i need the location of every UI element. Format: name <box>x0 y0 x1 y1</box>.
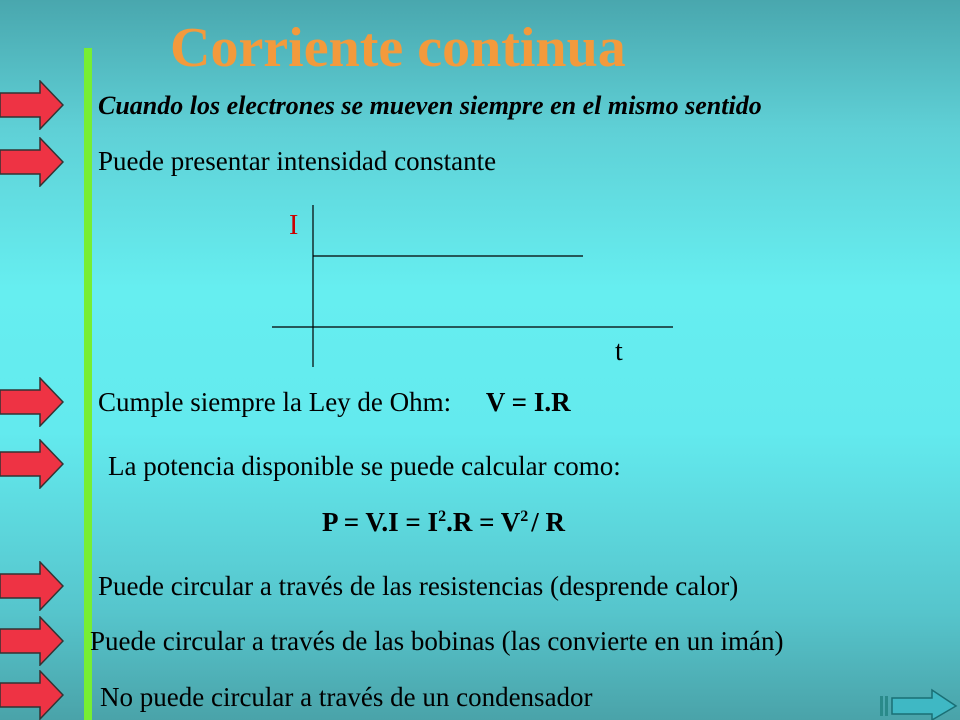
bullet-electrons: Cuando los electrones se mueven siempre en el mismo sentido <box>98 91 762 120</box>
bullet-coils: Puede circular a través de las bobinas (las convierte en un imán) <box>90 626 784 656</box>
ohm-law-text: Cumple siempre la Ley de Ohm: <box>98 387 452 417</box>
graph-y-label: I <box>289 210 299 241</box>
next-slide-icon[interactable] <box>878 688 958 720</box>
bullet-capacitor: No puede circular a través de un condensador <box>100 682 593 712</box>
right-arrow-icon <box>0 137 64 187</box>
ohm-law-formula: V = I.R <box>485 387 571 417</box>
power-formula: $P = V.I = I^2.R = V^2 / R$ <box>322 507 565 537</box>
bullet-ohm-law <box>98 387 571 418</box>
right-arrow-icon <box>0 439 64 489</box>
slide-title: Corriente continua <box>170 17 626 79</box>
bullet-power: La potencia disponible se puede calcular como: <box>108 451 621 481</box>
right-arrow-icon <box>0 616 64 666</box>
bullet-intensity: Puede presentar intensidad constante <box>98 146 497 176</box>
accent-bar <box>84 48 92 720</box>
right-arrow-icon <box>0 670 64 720</box>
right-arrow-icon <box>0 80 64 130</box>
graph-x-label: t <box>615 336 623 367</box>
bullet-resistances: Puede circular a través de las resistencias (desprende calor) <box>98 571 739 601</box>
right-arrow-icon <box>0 377 64 427</box>
right-arrow-icon <box>0 561 64 611</box>
